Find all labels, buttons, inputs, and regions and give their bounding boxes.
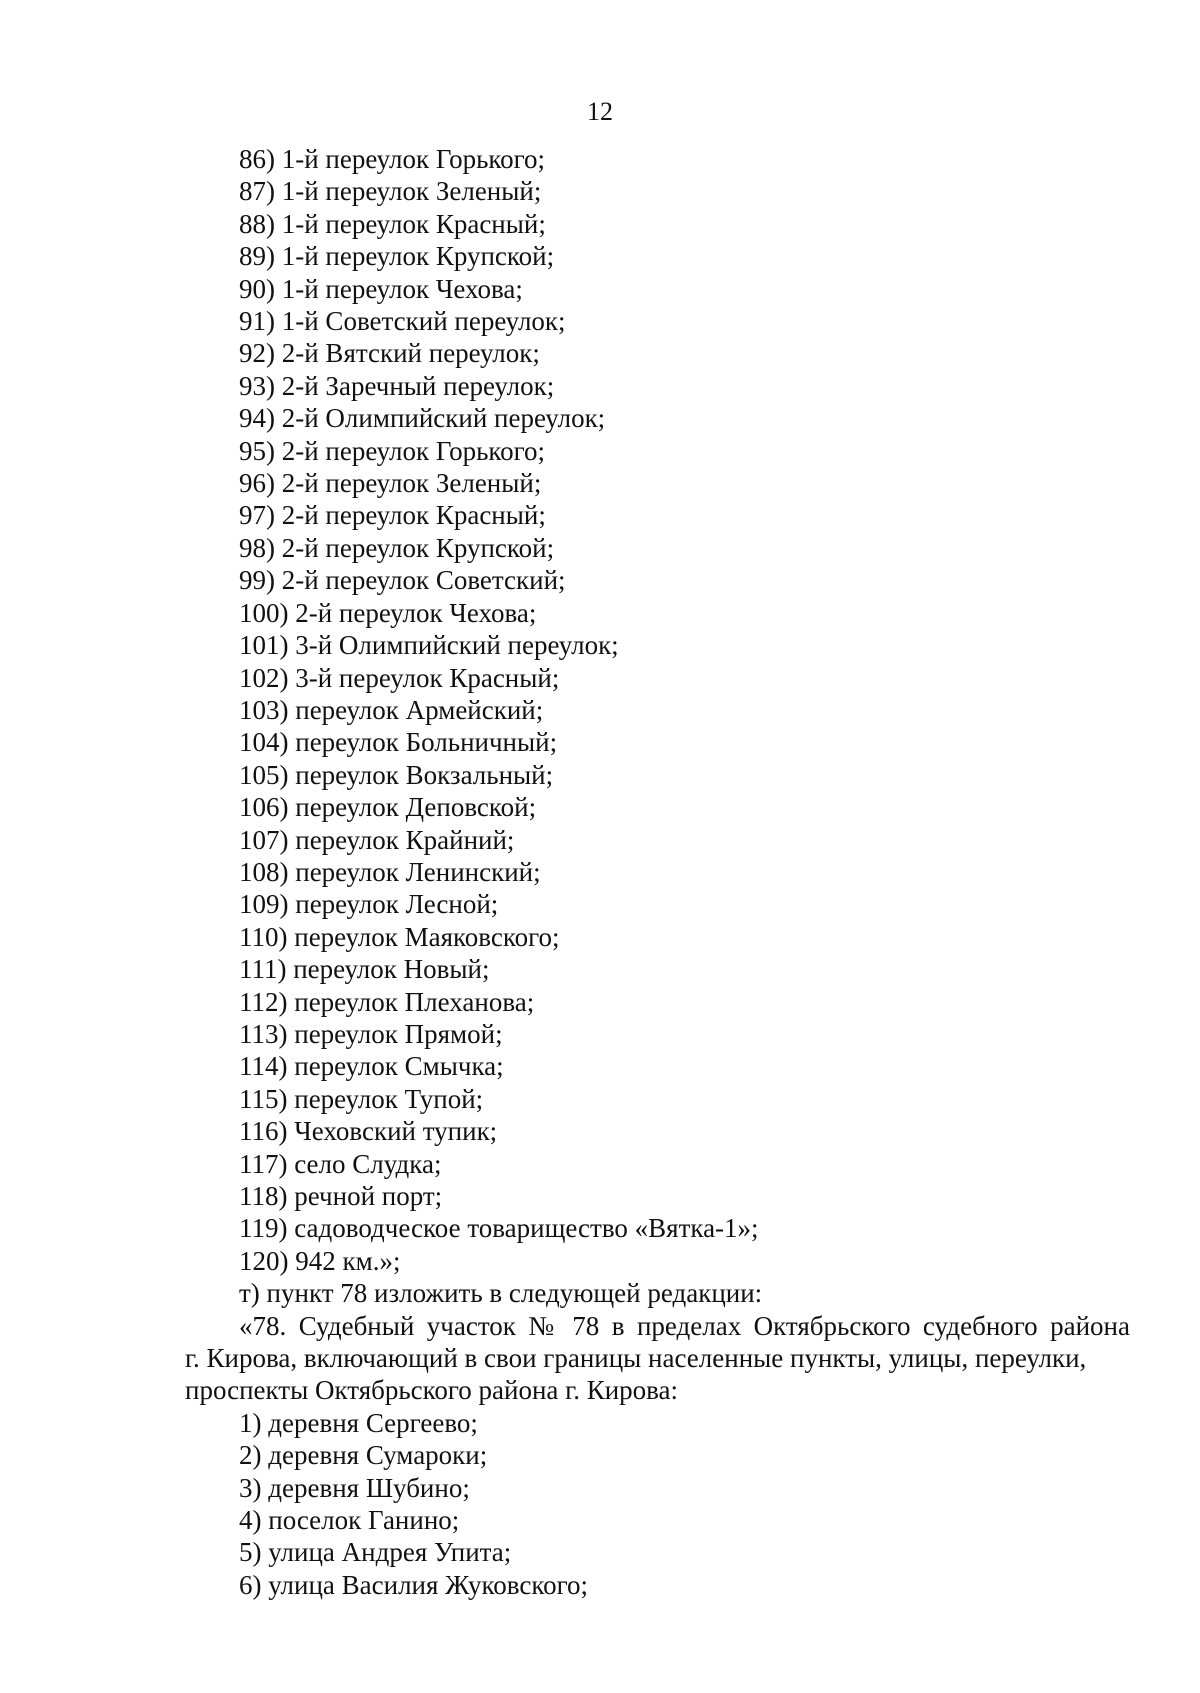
list-item: 5) улица Андрея Упита; bbox=[239, 1537, 512, 1568]
list-item: 114) переулок Смычка; bbox=[239, 1051, 504, 1082]
list-item: 109) переулок Лесной; bbox=[239, 889, 499, 920]
list-item: 99) 2-й переулок Советский; bbox=[239, 565, 566, 596]
list-item: 115) переулок Тупой; bbox=[239, 1083, 484, 1114]
list-item: 120) 942 км.»; bbox=[239, 1245, 401, 1276]
paragraph-line-1: «78. Судебный участок № 78 в пределах Октябрьского судебного района bbox=[239, 1310, 1130, 1341]
list-item: 113) переулок Прямой; bbox=[239, 1018, 503, 1049]
list-item: 94) 2-й Олимпийский переулок; bbox=[239, 403, 606, 434]
list-item: 106) переулок Деповской; bbox=[239, 792, 537, 823]
list-item: 104) переулок Больничный; bbox=[239, 727, 558, 758]
street-list bbox=[185, 143, 1130, 1310]
page-number: 12 bbox=[587, 97, 613, 126]
list-item: 90) 1-й переулок Чехова; bbox=[239, 273, 523, 304]
list-item: 2) деревня Сумароки; bbox=[239, 1440, 488, 1471]
locality-list bbox=[185, 1407, 1130, 1601]
list-item: 96) 2-й переулок Зеленый; bbox=[239, 468, 542, 499]
list-item: 101) 3-й Олимпийский переулок; bbox=[239, 630, 619, 661]
list-item: 111) переулок Новый; bbox=[239, 954, 490, 985]
list-item: 112) переулок Плеханова; bbox=[239, 986, 535, 1017]
paragraph-continuation: г. Кирова, включающий в свои границы населенные пункты, улицы, переулки, проспекты Октябрьского района г. Кирова: bbox=[185, 1343, 1087, 1406]
list-item: 117) село Слудка; bbox=[239, 1148, 442, 1179]
list-item: 95) 2-й переулок Горького; bbox=[239, 435, 546, 466]
document-body bbox=[185, 143, 1130, 1601]
list-item: 97) 2-й переулок Красный; bbox=[239, 500, 546, 531]
section-paragraph bbox=[185, 1310, 1130, 1407]
list-item: 118) речной порт; bbox=[239, 1181, 443, 1211]
list-item: 119) садоводческое товарищество «Вятка-1»; bbox=[239, 1213, 759, 1244]
list-item: 4) поселок Ганино; bbox=[239, 1505, 460, 1536]
list-item: 108) переулок Ленинский; bbox=[239, 856, 541, 887]
list-item: 105) переулок Вокзальный; bbox=[239, 759, 554, 790]
list-item: 86) 1-й переулок Горького; bbox=[239, 144, 546, 174]
list-item: 103) переулок Армейский; bbox=[239, 694, 544, 725]
list-item: 1) деревня Сергеево; bbox=[239, 1407, 478, 1438]
list-item: 87) 1-й переулок Зеленый; bbox=[239, 176, 542, 207]
list-item: 93) 2-й Заречный переулок; bbox=[239, 370, 555, 401]
list-item: 102) 3-й переулок Красный; bbox=[239, 662, 560, 693]
list-item: 89) 1-й переулок Крупской; bbox=[239, 241, 555, 272]
list-item: 92) 2-й Вятский переулок; bbox=[239, 338, 540, 369]
list-item: 88) 1-й переулок Красный; bbox=[239, 208, 546, 239]
list-item: 98) 2-й переулок Крупской; bbox=[239, 532, 555, 563]
list-item: 116) Чеховский тупик; bbox=[239, 1116, 498, 1147]
list-item: 107) переулок Крайний; bbox=[239, 824, 515, 855]
list-item: 100) 2-й переулок Чехова; bbox=[239, 597, 537, 628]
list-item: 110) переулок Маяковского; bbox=[239, 921, 560, 952]
list-item: т) пункт 78 изложить в следующей редакции: bbox=[239, 1278, 763, 1309]
list-item: 6) улица Василия Жуковского; bbox=[239, 1569, 589, 1600]
list-item: 3) деревня Шубино; bbox=[239, 1472, 470, 1503]
list-item: 91) 1-й Советский переулок; bbox=[239, 306, 566, 337]
